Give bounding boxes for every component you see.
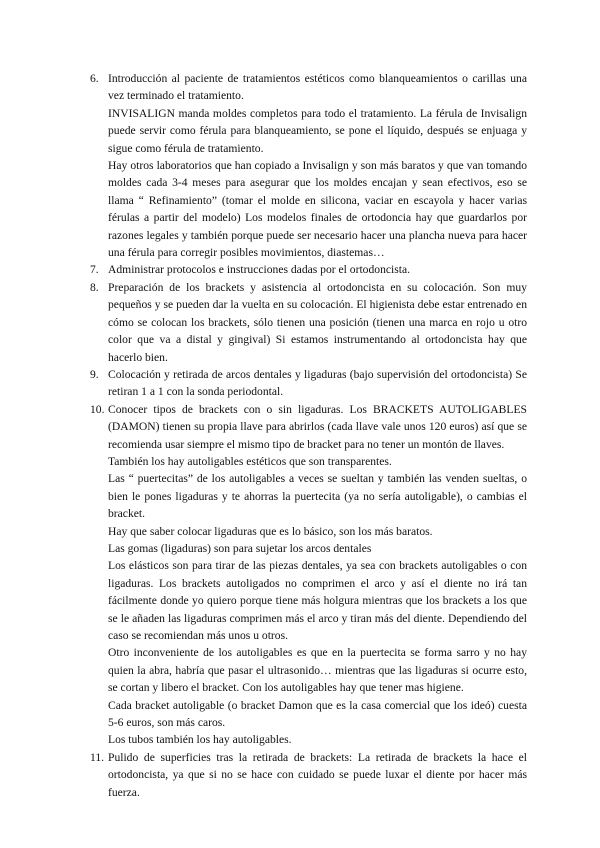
list-item-8 (90, 279, 527, 366)
list-item-10 (90, 401, 527, 749)
paragraph: Preparación de los brackets y asistencia al ortodoncista en su colocación. Son muy pequeños y se pueden dar la vuelta en su colocación. El higienista debe estar entrenado en cómo se colocan los brackets, sólo tienen una posición (tienen una marca en rojo u otro color que va a distal y gingival) Si estamos instrumentando al ortodoncista hay que hacerlo bien. (108, 280, 527, 364)
paragraph: Conocer tipos de brackets con o sin ligaduras. Los BRACKETS AUTOLIGABLES (DAMON) tienen su propia llave para abrirlos (cada llave vale unos 120 euros) así que se recomienda usar siempre el mismo tipo de bracket para no tener un montón de llaves. (108, 402, 527, 451)
paragraph: INVISALIGN manda moldes completos para todo el tratamiento. La férula de Invisalign puede servir como férula para blanqueamiento, se pone el líquido, después se enjuaga y sigue como férula de tratamiento. (108, 106, 527, 155)
list-item-9 (90, 366, 527, 401)
list-item-11 (90, 749, 527, 801)
list-number: 8. (90, 280, 99, 294)
paragraph: Pulido de superficies tras la retirada de brackets: La retirada de brackets la hace el ortodoncista, ya que si no se hace con cuidado se puede luxar el diente por hacer más fuerza. (108, 750, 527, 799)
paragraph: Las “ puertecitas” de los autoligables a veces se sueltan y también las venden sueltas, o bien le pones ligaduras y te ahorras la puertecita (ya no sería autoligable), o cambias el bracket. (108, 472, 527, 521)
paragraph: Hay otros laboratorios que han copiado a Invisalign y son más baratos y que van tomando moldes cada 3-4 meses para asegurar que los moldes encajan y sean efectivos, eso se llama “ Refinamiento” (tomar el molde en silicona, vaciar en escayola y hacer varias férulas a partir del modelo) Los modelos finales de ortodoncia hay que guardarlos por razones legales y también porque puede ser necesario hacer una plancha nueva para hacer una férula para corregir posibles movimientos, diastemas… (108, 159, 527, 260)
paragraph: Colocación y retirada de arcos dentales y ligaduras (bajo supervisión del ortodoncista) Se retiran 1 a 1 con la sonda periodontal. (108, 367, 527, 399)
paragraph: Hay que saber colocar ligaduras que es lo básico, son los más baratos. (108, 524, 433, 538)
paragraph: Introducción al paciente de tratamientos estéticos como blanqueamientos o carillas una vez terminado el tratamiento. (108, 72, 527, 103)
list-number: 7. (90, 263, 99, 277)
document-body (90, 70, 527, 801)
paragraph: Otro inconveniente de los autoligables es que en la puertecita se forma sarro y no hay quien la abra, habría que pasar el ultrasonido… mientras que las ligaduras si ocurre esto, se cortan y libero el bracket. Con los autoligables hay que tener mas higiene. (108, 646, 527, 695)
list-number: 6. (90, 72, 99, 85)
paragraph: Las gomas (ligaduras) son para sujetar los arcos dentales (108, 541, 372, 555)
paragraph: Administrar protocolos e instrucciones dadas por el ortodoncista. (108, 263, 411, 277)
paragraph: También los hay autoligables estéticos que son transparentes. (108, 454, 392, 468)
list-number: 9. (90, 367, 99, 381)
list-item-7 (90, 261, 527, 278)
paragraph: Cada bracket autoligable (o bracket Damon que es la casa comercial que los ideó) cuesta 5-6 euros, son más caros. (108, 698, 527, 730)
paragraph: Los elásticos son para tirar de las piezas dentales, ya sea con brackets autoligables o con ligaduras. Los brackets autoligados no comprimen el arco y así el diente no irá tan fácilmente donde yo quiero porque tiene más holgura mientras que los brackets a los que se le añaden las ligaduras comprimen más el arco y tiran más del diente. Dependiendo del caso se recomiendan más unos u otros. (108, 559, 527, 642)
list-number: 10. (90, 402, 105, 416)
list-number: 11. (90, 750, 105, 764)
list-item-6 (90, 70, 527, 261)
paragraph: Los tubos también los hay autoligables. (108, 733, 292, 747)
